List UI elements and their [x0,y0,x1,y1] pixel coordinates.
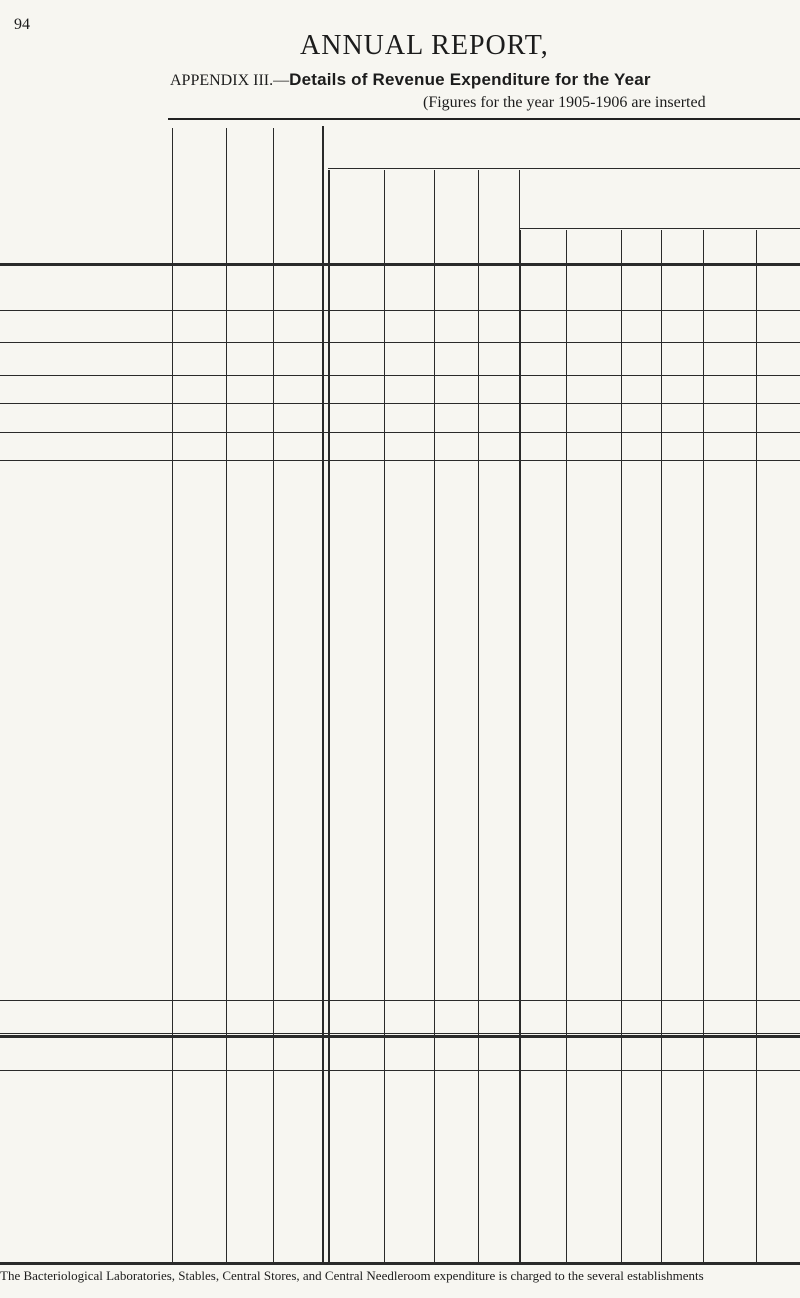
col-divider [566,230,567,1265]
col-divider [328,170,330,1265]
col-divider [519,170,520,1265]
row-rule [0,432,800,433]
appendix-label: APPENDIX III.— [170,72,290,89]
appendix-title: Details of Revenue Expenditure for the Year [289,70,651,89]
col-divider [520,230,521,1265]
col-divider [226,128,227,1265]
appendix-heading [170,70,651,90]
row-rule [0,403,800,404]
row-rule [0,1033,800,1034]
row-rule [0,1262,800,1265]
col-divider [322,126,324,1265]
col-divider [478,170,479,1265]
col-divider [703,230,704,1265]
col-divider [172,128,173,1265]
header-rule [328,168,800,169]
col-divider [434,170,435,1265]
page-number: 94 [14,16,30,33]
col-divider [661,230,662,1265]
report-title: ANNUAL REPORT, [300,30,549,61]
header-rule [520,228,800,229]
row-rule [0,342,800,343]
figures-note: (Figures for the year 1905-1906 are inserted [423,94,706,111]
col-divider [273,128,274,1265]
col-divider [384,170,385,1265]
footnote: The Bacteriological Laboratories, Stables, Central Stores, and Central Needleroom expenditure is charged to the several establishments [0,1268,704,1283]
row-rule [0,1070,800,1071]
top-rule [168,118,800,120]
row-rule [0,1000,800,1001]
row-rule [0,460,800,461]
row-rule [0,1035,800,1038]
header-rule [0,263,800,266]
row-rule [0,375,800,376]
col-divider [756,230,757,1265]
col-divider [621,230,622,1265]
row-rule [0,310,800,311]
